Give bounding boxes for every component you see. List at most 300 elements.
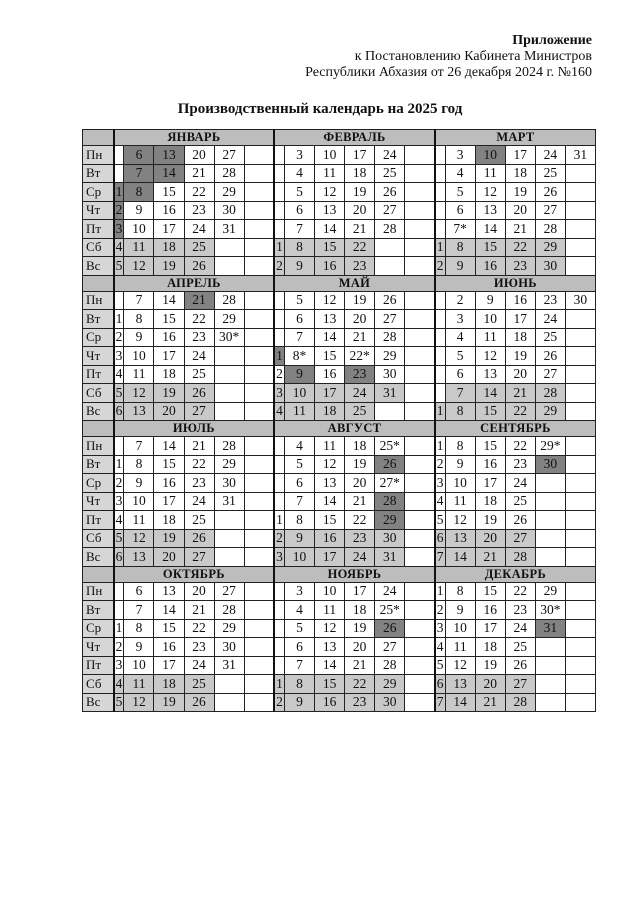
day-cell: 4 — [285, 601, 315, 620]
month-name: ЯНВАРЬ — [114, 130, 275, 146]
day-cell: 29 — [214, 183, 244, 202]
day-cell: 12 — [315, 183, 345, 202]
month-header-corner — [83, 275, 114, 291]
day-cell — [405, 529, 435, 548]
day-cell: 7* — [445, 220, 475, 239]
day-cell — [565, 220, 595, 239]
weekday-label: Ср — [83, 619, 114, 638]
day-cell — [244, 347, 274, 366]
day-cell: 13 — [475, 201, 505, 220]
appendix-line-1: к Постановлению Кабинета Министров — [354, 49, 592, 64]
day-cell — [214, 529, 244, 548]
day-cell: 7 — [285, 492, 315, 511]
day-cell: 25 — [184, 365, 214, 384]
day-cell — [274, 474, 284, 493]
weekend-cell: 5 — [114, 693, 124, 712]
day-cell: 10 — [475, 310, 505, 329]
day-cell — [565, 310, 595, 329]
day-cell: 5 — [445, 183, 475, 202]
weekday-label: Сб — [83, 529, 114, 548]
day-cell: 9 — [445, 455, 475, 474]
day-cell: 20 — [345, 201, 375, 220]
holiday-cell: 26 — [375, 619, 405, 638]
day-cell: 22 — [184, 310, 214, 329]
day-cell — [244, 638, 274, 657]
day-cell: 23 — [184, 201, 214, 220]
day-cell — [274, 601, 284, 620]
day-cell: 12 — [475, 183, 505, 202]
day-cell — [565, 365, 595, 384]
day-cell — [405, 384, 435, 403]
weekend-cell: 9 — [285, 529, 315, 548]
month-name: ДЕКАБРЬ — [435, 566, 596, 582]
day-cell — [274, 328, 284, 347]
weekend-cell: 9 — [285, 693, 315, 712]
weekend-cell: 12 — [124, 384, 154, 403]
day-cell: 12 — [445, 656, 475, 675]
weekend-cell: 2 — [435, 257, 445, 276]
weekend-cell: 30 — [375, 529, 405, 548]
day-cell: 16 — [475, 601, 505, 620]
day-cell: 17 — [154, 347, 184, 366]
weekend-cell: 2 — [274, 257, 284, 276]
month-name: МАРТ — [435, 130, 596, 146]
day-cell: 11 — [315, 437, 345, 456]
day-cell — [405, 146, 435, 165]
day-cell: 4 — [285, 164, 315, 183]
day-cell: 22 — [345, 511, 375, 530]
day-cell — [565, 347, 595, 366]
weekend-cell: 25 — [184, 238, 214, 257]
day-cell — [244, 492, 274, 511]
day-cell — [405, 257, 435, 276]
day-cell: 11 — [475, 164, 505, 183]
day-cell — [214, 693, 244, 712]
day-cell: 19 — [475, 511, 505, 530]
day-cell: 31 — [214, 492, 244, 511]
holiday-cell: 30 — [535, 455, 565, 474]
day-cell — [114, 291, 124, 310]
day-cell: 21 — [184, 601, 214, 620]
day-cell: 3 — [114, 492, 124, 511]
day-cell — [244, 656, 274, 675]
day-cell — [244, 455, 274, 474]
day-cell — [244, 675, 274, 694]
day-cell — [214, 365, 244, 384]
day-cell — [565, 257, 595, 276]
day-cell — [405, 201, 435, 220]
day-cell — [565, 511, 595, 530]
weekday-label: Пт — [83, 365, 114, 384]
day-cell: 17 — [345, 146, 375, 165]
day-cell: 2 — [114, 474, 124, 493]
day-cell: 18 — [475, 492, 505, 511]
weekend-cell: 3 — [274, 548, 284, 567]
day-cell — [244, 183, 274, 202]
month-name: ОКТЯБРЬ — [114, 566, 275, 582]
day-cell: 22 — [505, 437, 535, 456]
day-cell: 30* — [535, 601, 565, 620]
day-cell — [244, 437, 274, 456]
holiday-cell: 9 — [285, 365, 315, 384]
day-cell: 24 — [505, 474, 535, 493]
weekend-cell: 15 — [315, 238, 345, 257]
weekend-cell: 16 — [475, 257, 505, 276]
appendix-header — [305, 33, 592, 81]
day-cell: 18 — [345, 164, 375, 183]
day-cell — [535, 474, 565, 493]
appendix-line-2: Республики Абхазия от 26 декабря 2024 г. №160 — [305, 65, 592, 80]
day-cell — [214, 548, 244, 567]
day-cell: 5 — [285, 291, 315, 310]
day-cell: 12 — [475, 347, 505, 366]
day-cell: 10 — [445, 474, 475, 493]
day-cell: 24 — [184, 347, 214, 366]
day-cell: 11 — [124, 365, 154, 384]
weekend-cell: 30 — [375, 693, 405, 712]
day-cell — [375, 402, 405, 421]
day-cell: 29 — [535, 582, 565, 601]
weekday-label: Пн — [83, 437, 114, 456]
day-cell: 29 — [214, 619, 244, 638]
weekday-label: Вс — [83, 548, 114, 567]
day-cell: 26 — [535, 347, 565, 366]
day-cell: 1 — [435, 582, 445, 601]
weekend-cell: 30 — [535, 257, 565, 276]
day-cell — [435, 347, 445, 366]
day-cell: 1 — [274, 511, 284, 530]
day-cell — [435, 164, 445, 183]
day-cell — [244, 146, 274, 165]
weekend-cell: 28 — [535, 384, 565, 403]
day-cell: 2 — [114, 638, 124, 657]
day-cell — [565, 548, 595, 567]
day-cell: 20 — [345, 638, 375, 657]
day-cell: 17 — [505, 310, 535, 329]
day-cell: 21 — [345, 328, 375, 347]
day-cell: 17 — [475, 619, 505, 638]
day-cell: 17 — [505, 146, 535, 165]
day-cell: 8 — [124, 310, 154, 329]
day-cell: 19 — [345, 183, 375, 202]
day-cell: 19 — [345, 291, 375, 310]
weekday-label: Вт — [83, 310, 114, 329]
holiday-cell: 2 — [114, 201, 124, 220]
day-cell: 16 — [154, 328, 184, 347]
day-cell: 28 — [214, 291, 244, 310]
day-cell — [244, 693, 274, 712]
weekend-cell: 15 — [475, 402, 505, 421]
day-cell: 19 — [505, 347, 535, 366]
weekend-cell: 22 — [345, 675, 375, 694]
day-cell — [214, 238, 244, 257]
day-cell: 28 — [214, 164, 244, 183]
day-cell: 24 — [184, 656, 214, 675]
day-cell — [244, 619, 274, 638]
day-cell: 5 — [435, 511, 445, 530]
holiday-cell: 31 — [535, 619, 565, 638]
day-cell — [274, 437, 284, 456]
day-cell — [244, 257, 274, 276]
day-cell: 11 — [315, 601, 345, 620]
day-cell — [405, 638, 435, 657]
weekend-cell: 25 — [345, 402, 375, 421]
day-cell: 11 — [445, 492, 475, 511]
weekend-cell: 27 — [505, 529, 535, 548]
holiday-cell: 21 — [184, 291, 214, 310]
day-cell: 7 — [285, 656, 315, 675]
month-name: ФЕВРАЛЬ — [274, 130, 435, 146]
day-cell — [565, 455, 595, 474]
day-cell — [214, 347, 244, 366]
day-cell: 23 — [184, 638, 214, 657]
weekend-cell: 3 — [274, 384, 284, 403]
day-cell: 29 — [214, 455, 244, 474]
day-cell: 27 — [375, 638, 405, 657]
day-cell — [435, 220, 445, 239]
day-cell: 5 — [285, 183, 315, 202]
weekend-cell: 29 — [535, 402, 565, 421]
day-cell: 16 — [505, 291, 535, 310]
day-cell — [244, 201, 274, 220]
day-cell: 16 — [154, 201, 184, 220]
day-cell — [405, 619, 435, 638]
day-cell — [214, 384, 244, 403]
day-cell: 17 — [154, 492, 184, 511]
day-cell — [114, 582, 124, 601]
weekend-cell: 6 — [435, 675, 445, 694]
weekday-label: Пн — [83, 146, 114, 165]
weekday-label: Пт — [83, 220, 114, 239]
holiday-cell: 13 — [154, 146, 184, 165]
day-cell — [535, 656, 565, 675]
day-cell: 2 — [435, 455, 445, 474]
day-cell: 17 — [475, 474, 505, 493]
day-cell: 14 — [315, 220, 345, 239]
day-cell: 26 — [375, 183, 405, 202]
day-cell — [535, 693, 565, 712]
weekday-label: Пт — [83, 511, 114, 530]
day-cell: 24 — [375, 146, 405, 165]
day-cell — [375, 238, 405, 257]
day-cell: 7 — [285, 220, 315, 239]
day-cell: 12 — [315, 619, 345, 638]
day-cell: 25 — [535, 328, 565, 347]
day-cell: 1 — [435, 437, 445, 456]
day-cell — [565, 582, 595, 601]
weekend-cell: 19 — [154, 529, 184, 548]
weekend-cell: 10 — [285, 548, 315, 567]
weekend-cell: 31 — [375, 384, 405, 403]
weekend-cell: 24 — [345, 548, 375, 567]
weekend-cell: 16 — [315, 693, 345, 712]
day-cell: 25 — [505, 638, 535, 657]
day-cell — [565, 164, 595, 183]
day-cell — [114, 437, 124, 456]
weekday-label: Вс — [83, 257, 114, 276]
day-cell — [244, 474, 274, 493]
day-cell — [244, 310, 274, 329]
day-cell: 22 — [184, 455, 214, 474]
weekend-cell: 21 — [475, 548, 505, 567]
weekend-cell: 4 — [114, 238, 124, 257]
day-cell: 14 — [315, 328, 345, 347]
day-cell: 31 — [214, 656, 244, 675]
day-cell: 8 — [124, 455, 154, 474]
day-cell: 10 — [445, 619, 475, 638]
holiday-cell: 10 — [475, 146, 505, 165]
day-cell: 16 — [154, 638, 184, 657]
day-cell — [535, 548, 565, 567]
holiday-cell: 28 — [375, 492, 405, 511]
day-cell — [435, 183, 445, 202]
day-cell — [435, 328, 445, 347]
day-cell: 3 — [114, 656, 124, 675]
day-cell — [214, 402, 244, 421]
day-cell: 9 — [124, 638, 154, 657]
weekend-cell: 18 — [154, 675, 184, 694]
day-cell: 30 — [214, 638, 244, 657]
holiday-cell: 29 — [375, 511, 405, 530]
day-cell: 11 — [315, 164, 345, 183]
day-cell: 23 — [505, 455, 535, 474]
day-cell — [274, 220, 284, 239]
weekday-label: Пн — [83, 582, 114, 601]
day-cell: 3 — [445, 310, 475, 329]
day-cell: 20 — [184, 582, 214, 601]
day-cell: 10 — [124, 220, 154, 239]
day-cell — [535, 529, 565, 548]
month-header-corner — [83, 130, 114, 146]
weekend-cell: 27 — [184, 548, 214, 567]
day-cell: 8* — [285, 347, 315, 366]
weekday-label: Сб — [83, 238, 114, 257]
calendar-caption: Производственный календарь на 2025 год — [177, 101, 463, 117]
day-cell: 29 — [375, 347, 405, 366]
day-cell — [405, 238, 435, 257]
weekend-cell: 15 — [315, 675, 345, 694]
day-cell — [565, 619, 595, 638]
day-cell — [405, 402, 435, 421]
weekend-cell: 13 — [124, 548, 154, 567]
day-cell: 14 — [154, 291, 184, 310]
weekday-label: Вт — [83, 164, 114, 183]
day-cell — [405, 474, 435, 493]
day-cell: 22 — [505, 582, 535, 601]
day-cell: 18 — [505, 328, 535, 347]
day-cell: 7 — [124, 437, 154, 456]
day-cell: 31 — [214, 220, 244, 239]
day-cell: 21 — [345, 656, 375, 675]
day-cell — [274, 146, 284, 165]
day-cell — [375, 257, 405, 276]
day-cell — [114, 601, 124, 620]
weekend-cell: 7 — [435, 693, 445, 712]
day-cell: 8 — [285, 511, 315, 530]
day-cell: 4 — [435, 492, 445, 511]
day-cell — [565, 437, 595, 456]
weekend-cell: 25 — [184, 675, 214, 694]
day-cell — [565, 402, 595, 421]
day-cell: 21 — [184, 437, 214, 456]
day-cell — [405, 365, 435, 384]
weekend-cell: 23 — [505, 257, 535, 276]
appendix-title: Приложение — [512, 33, 592, 48]
day-cell — [435, 310, 445, 329]
weekend-cell: 8 — [285, 238, 315, 257]
day-cell: 25 — [535, 164, 565, 183]
day-cell — [405, 291, 435, 310]
day-cell: 3 — [445, 146, 475, 165]
day-cell — [405, 675, 435, 694]
weekend-cell: 13 — [124, 402, 154, 421]
day-cell: 30 — [214, 474, 244, 493]
holiday-cell: 7 — [124, 164, 154, 183]
day-cell — [114, 146, 124, 165]
day-cell: 5 — [285, 455, 315, 474]
day-cell: 7 — [124, 291, 154, 310]
day-cell: 2 — [445, 291, 475, 310]
holiday-cell: 26 — [375, 455, 405, 474]
weekday-label: Чт — [83, 201, 114, 220]
weekend-cell: 31 — [375, 548, 405, 567]
day-cell: 12 — [445, 511, 475, 530]
day-cell: 14 — [475, 220, 505, 239]
day-cell: 26 — [505, 656, 535, 675]
weekend-cell: 7 — [435, 548, 445, 567]
day-cell: 30* — [214, 328, 244, 347]
weekend-cell: 20 — [475, 529, 505, 548]
weekend-cell: 13 — [445, 529, 475, 548]
weekday-label: Чт — [83, 492, 114, 511]
day-cell — [244, 220, 274, 239]
day-cell — [565, 474, 595, 493]
day-cell: 15 — [154, 455, 184, 474]
day-cell: 27 — [535, 365, 565, 384]
day-cell: 15 — [154, 183, 184, 202]
day-cell — [535, 492, 565, 511]
holiday-cell: 1 — [274, 347, 284, 366]
day-cell: 30 — [214, 201, 244, 220]
day-cell — [274, 455, 284, 474]
day-cell: 4 — [114, 365, 124, 384]
day-cell — [274, 492, 284, 511]
day-cell — [114, 164, 124, 183]
day-cell: 11 — [124, 511, 154, 530]
weekend-cell: 1 — [435, 402, 445, 421]
day-cell — [405, 693, 435, 712]
weekend-cell: 26 — [184, 693, 214, 712]
day-cell: 21 — [184, 164, 214, 183]
day-cell: 23 — [184, 328, 214, 347]
day-cell: 15 — [315, 511, 345, 530]
day-cell: 16 — [475, 455, 505, 474]
weekend-cell: 14 — [475, 384, 505, 403]
day-cell: 30 — [375, 365, 405, 384]
weekend-cell: 18 — [315, 402, 345, 421]
day-cell: 28 — [375, 328, 405, 347]
weekday-label: Ср — [83, 328, 114, 347]
weekend-cell: 1 — [435, 238, 445, 257]
day-cell: 3 — [285, 582, 315, 601]
weekend-cell: 1 — [274, 238, 284, 257]
weekend-cell: 17 — [315, 548, 345, 567]
day-cell: 23 — [505, 601, 535, 620]
weekend-cell: 16 — [315, 529, 345, 548]
day-cell — [274, 619, 284, 638]
day-cell — [214, 511, 244, 530]
day-cell: 25 — [375, 164, 405, 183]
